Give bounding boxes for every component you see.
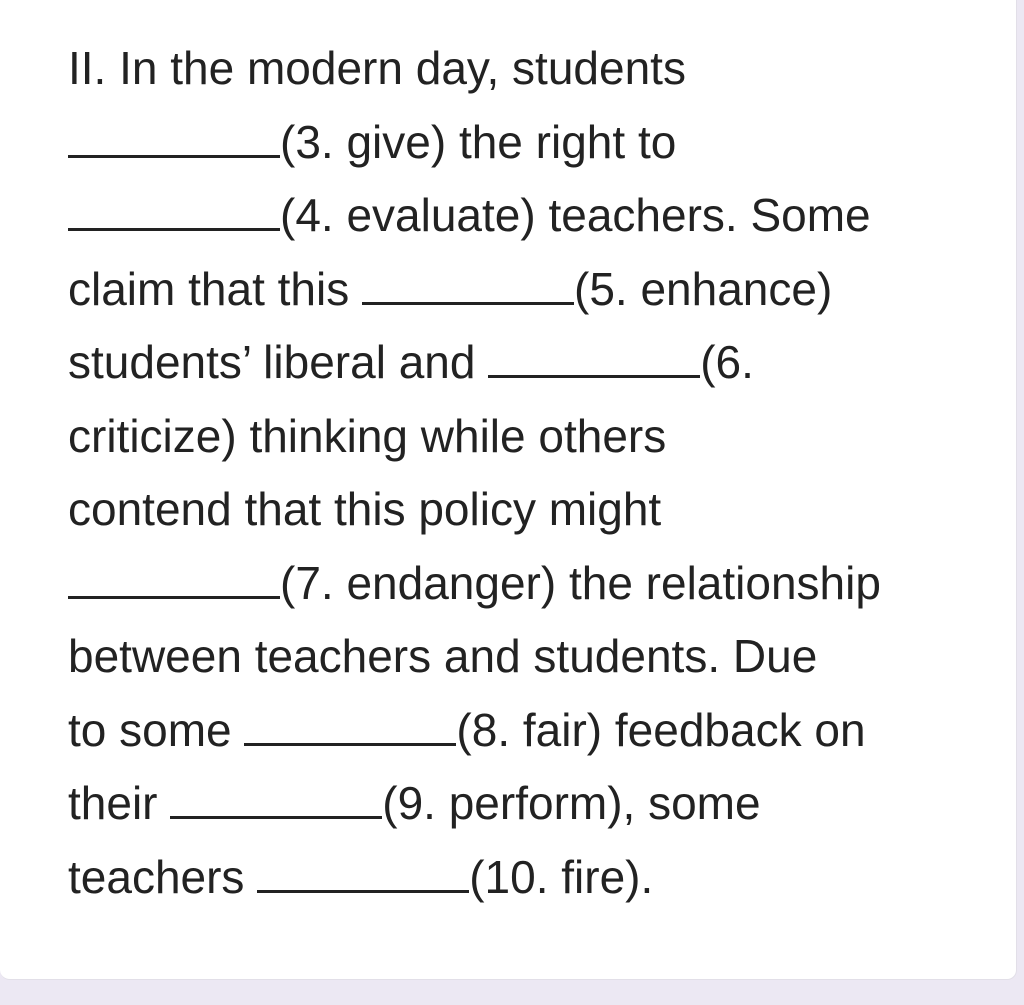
text-segment: to some bbox=[68, 703, 245, 756]
text-line-8 bbox=[68, 547, 988, 621]
text-segment: students’ liberal and bbox=[68, 336, 489, 388]
text-line-7 bbox=[68, 473, 988, 547]
text-segment: their bbox=[68, 777, 171, 829]
text-segment: criticize) thinking while others bbox=[68, 409, 667, 462]
blank-9 bbox=[170, 773, 382, 819]
text-segment: between teachers and students. Due bbox=[68, 630, 818, 682]
text-line-4 bbox=[68, 253, 988, 327]
hint-3: (3. give) the right to bbox=[280, 115, 677, 168]
hint-4: (4. evaluate) teachers. Some bbox=[280, 189, 871, 241]
text-line-9 bbox=[68, 620, 988, 694]
text-line-1 bbox=[68, 32, 988, 106]
text-segment: contend that this policy might bbox=[68, 483, 662, 535]
blank-4 bbox=[68, 185, 280, 231]
exercise-text bbox=[68, 32, 988, 914]
text-line-5 bbox=[68, 326, 988, 400]
blank-7 bbox=[68, 553, 280, 599]
blank-8 bbox=[244, 700, 456, 746]
text-segment: claim that this bbox=[68, 262, 362, 315]
text-line-6 bbox=[68, 400, 988, 474]
hint-6: (6. bbox=[700, 336, 754, 388]
text-line-11 bbox=[68, 767, 988, 841]
hint-8: (8. fair) feedback on bbox=[456, 703, 866, 756]
exercise-heading: II. In the modern day, students bbox=[68, 42, 686, 94]
hint-7: (7. endanger) the relationship bbox=[280, 556, 881, 609]
text-line-3 bbox=[68, 179, 988, 253]
blank-5 bbox=[362, 259, 574, 305]
blank-10 bbox=[257, 847, 469, 893]
text-line-2 bbox=[68, 106, 988, 180]
text-segment: teachers bbox=[68, 850, 258, 903]
blank-6 bbox=[488, 332, 700, 378]
hint-10: (10. fire). bbox=[469, 850, 654, 903]
text-line-12 bbox=[68, 841, 988, 915]
blank-3 bbox=[68, 112, 280, 158]
hint-5: (5. enhance) bbox=[574, 262, 833, 315]
hint-9: (9. perform), some bbox=[382, 777, 761, 829]
text-line-10 bbox=[68, 694, 988, 768]
